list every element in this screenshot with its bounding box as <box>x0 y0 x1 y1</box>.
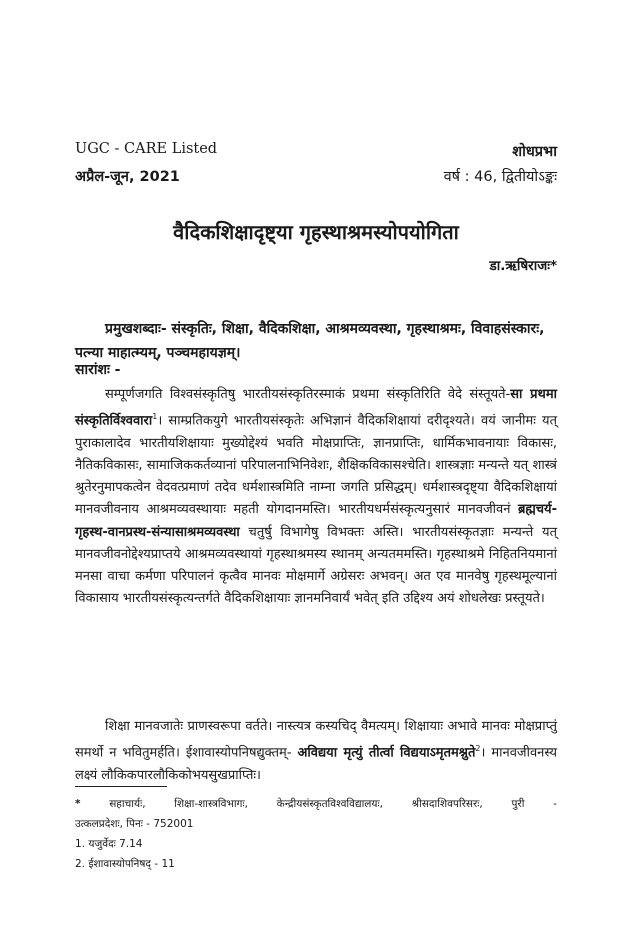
footnote-star: * <box>75 798 81 810</box>
issue-date: अप्रैल-जून, 2021 <box>75 169 180 185</box>
article-title: वैदिकशिक्षादृष्ट्या गृहस्थाश्रमस्योपयोगिता <box>173 220 459 244</box>
footnote-divider <box>75 786 167 787</box>
keywords-label: प्रमुखशब्दाः- <box>105 321 167 337</box>
paragraph-text: चतुर्षु विभागेषु विभक्तः अस्ति। भारतीयसंस्कृतज्ञाः मन्यन्ते यत् मानवजीवनोद्देश्यप्राप्तये आश्रमव्यवस्थायां गृहस्थाश्रमस्य स्थानम् अन्यतममस्ति। गृहस्थाश्रमे निहितनियमानां मनसा वाचा कर्मणा परिपालनं कृत्वैव मानवः मोक्षमार्गे अग्रेसरः अभवन्। अत एव मानवेषु गृहस्थमूल्यानां विकासाय भारतीयसंस्कृत्यन्तर्गते वैदिकशिक्षायाः ज्ञानमनिवार्यं भवेत् इति उद्दिश्य अयं शोधलेखः प्रस्तूयते। <box>75 524 557 607</box>
abstract-label: सारांशः - <box>75 362 121 378</box>
affiliation-part: सहाचार्यः, <box>109 798 146 810</box>
footnote-affiliation <box>75 794 557 814</box>
paragraph-text: शिक्षा मानवजातेः प्राणस्वरूपा वर्तते। नास्त्यत्र कस्यचिद् वैमत्यम्। शिक्षायाः अभावे मानवः मोक्षप्राप्तुं समर्थो न भवितुमर्हति। ईशावास्योपनिषद्युक्तम्- <box>75 719 557 761</box>
emphasis-ashrama: ब्रह्मचर्य-गृहस्थ-वानप्रस्थ-संन्यासाश्रमव्यवस्था <box>75 502 557 540</box>
paragraph-text: । मानवजीवनस्य लक्ष्यं लौकिकपारलौकिकोभयसुखप्राप्तिः। <box>75 745 557 783</box>
affiliation-part: पुरी <box>511 798 525 810</box>
affiliation-part: श्रीसदाशिवपरिसरः, <box>411 798 483 810</box>
author-name: डा.ऋषिराजः* <box>489 258 557 274</box>
affiliation-part: - <box>553 798 557 810</box>
journal-listing: UGC - CARE Listed <box>75 141 218 157</box>
keywords <box>75 317 557 365</box>
keywords-text: संस्कृतिः, शिक्षा, वैदिकशिक्षा, आश्रमव्यवस्था, गृहस्थाश्रमः, विवाहसंस्कारः, पत्न्या माहात्म्यम्, पञ्चमहायज्ञम्। <box>75 321 545 361</box>
footnotes <box>75 794 557 874</box>
footnote-ref-1: 1 <box>152 412 158 422</box>
affiliation-part: शिक्षा-शास्त्रविभागः, <box>174 798 248 810</box>
footnote-2: 2. ईशावास्योपनिषद् - 11 <box>75 858 175 870</box>
affiliation-part: केन्द्रीयसंस्कृतविश्वविद्यालयः, <box>276 798 383 810</box>
footnote-1: 1. यजुर्वेदः 7.14 <box>75 838 143 850</box>
paragraph-text: सम्पूर्णजगति विश्वसंस्कृतिषु भारतीयसंस्कृतिरस्माकं प्रथमा संस्कृतिरिति वेदे संस्तूयते- <box>105 387 511 402</box>
body-paragraph <box>75 716 557 787</box>
issue-volume: वर्ष : 46, द्वितीयोऽङ्कः <box>443 169 557 185</box>
abstract-paragraph <box>75 384 557 610</box>
emphasis-quote: अविद्यया मृत्युं तीर्त्वा विद्ययाऽमृतमश्नुते <box>297 745 476 761</box>
emphasis-quote: सा प्रथमा संस्कृतिर्विश्ववारा <box>75 387 557 429</box>
footnote-affiliation-line2: उत्कलप्रदेशः, पिनः - 752001 <box>75 818 194 830</box>
footnote-ref-2: 2 <box>475 744 481 754</box>
journal-name: शोधप्रभा <box>512 144 557 160</box>
paragraph-text: । साम्प्रतिकयुगे भारतीयसंस्कृतेः अभिज्ञानं वैदिकशिक्षायां दरीदृश्यते। वयं जानीमः यत् पुराकालादेव भारतीयशिक्षायाः मुख्योद्देश्यं भवति मोक्षप्राप्तिः, ज्ञानप्राप्तिः, धार्मिकभावनायाः विकासः, नैतिकविकासः, सामाजिककर्तव्यानां परिपालनाभिनिवेशः, शैक्षिकविकासश्चेति। शास्त्रज्ञाः मन्यन्ते यत् शास्त्रं श्रुतेरनुमापकत्वेन वेदवत्प्रमाणं तदेव धर्मशास्त्रमिति नाम्ना जगति प्रसिद्धम्। धर्मशास्त्रदृष्ट्या वैदिकशिक्षायां मानवजीवनाय आश्रमव्यवस्थायाः महती योगदानमस्ति। भारतीयधर्मसंस्कृत्यनुसारं मानवजीवनं <box>75 413 557 518</box>
